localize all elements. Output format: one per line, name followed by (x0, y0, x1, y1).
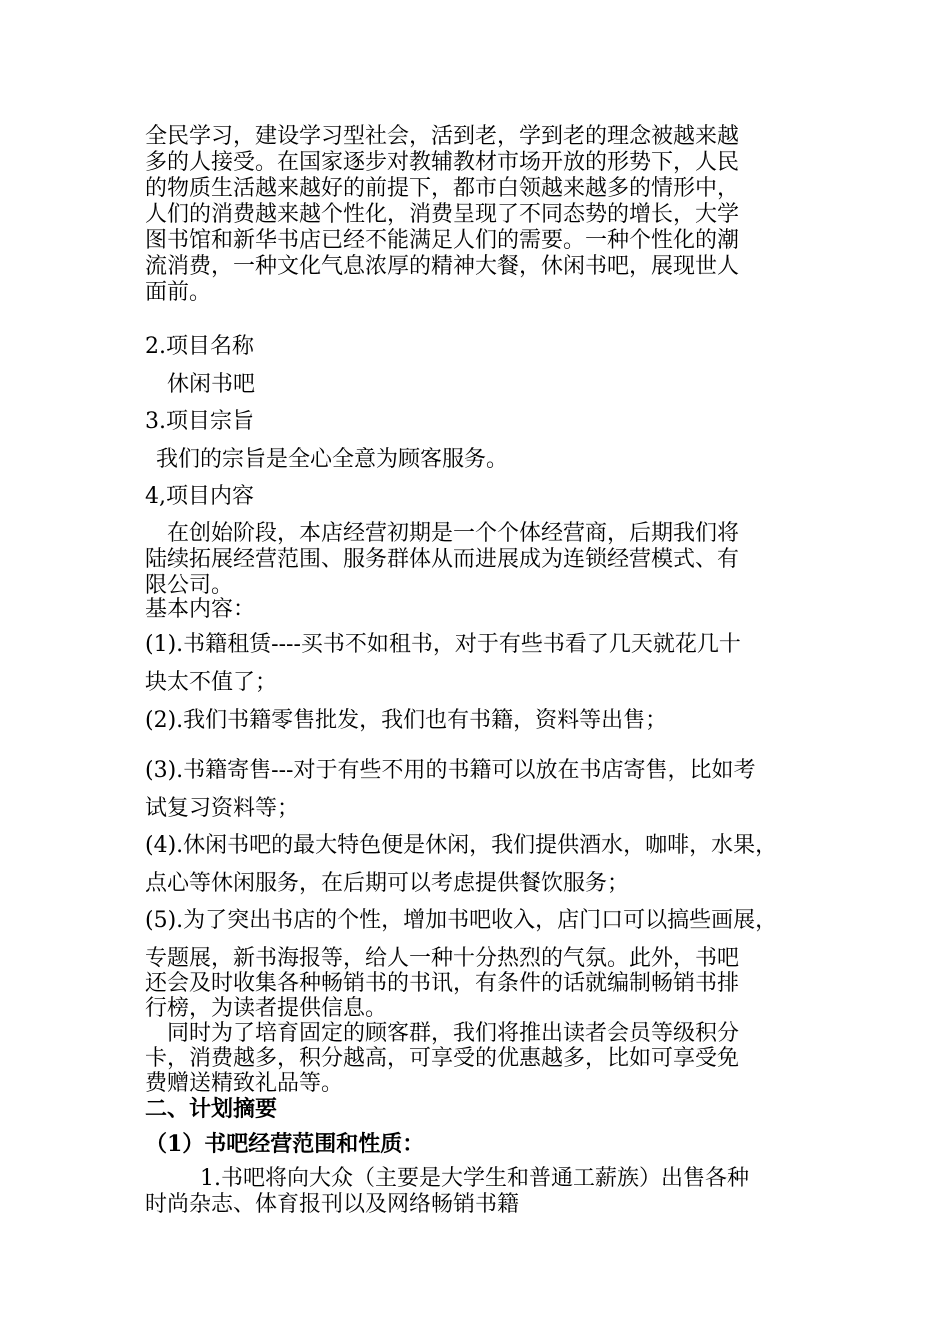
member-para-line: 同时为了培育固定的顾客群，我们将推出读者会员等级积分 (167, 1021, 740, 1046)
list-item: (3).书籍寄售---对于有些不用的书籍可以放在书店寄售，比如考 (145, 758, 756, 783)
list-item: 点心等休闲服务，在后期可以考虑提供餐饮服务； (145, 871, 630, 896)
list-item: 专题展，新书海报等，给人一种十分热烈的气氛。此外，书吧 (145, 946, 740, 971)
content-para-line: 陆续拓展经营范围、服务群体从而进展成为连锁经营模式、有 (145, 547, 740, 572)
intro-line: 面前。 (145, 280, 212, 305)
member-para-line: 卡，消费越多，积分越高，可享受的优惠越多，比如可享受免 (145, 1046, 740, 1071)
summary-subheading: （1）书吧经营范围和性质： (145, 1131, 425, 1157)
project-purpose-value: 我们的宗旨是全心全意为顾客服务。 (156, 447, 509, 472)
intro-line: 多的人接受。在国家逐步对教辅教材市场开放的形势下，人民 (145, 150, 740, 175)
project-purpose-heading: 3.项目宗旨 (145, 409, 254, 434)
intro-line: 的物质生活越来越好的前提下，都市白领越来越多的情形中， (145, 176, 740, 201)
project-name-value: 休闲书吧 (167, 372, 256, 397)
list-item: 试复习资料等； (145, 796, 300, 821)
list-item: 块太不值了； (145, 670, 278, 695)
summary-para-line: 时尚杂志、体育报刊以及网络畅销书籍 (145, 1192, 520, 1217)
member-para-line: 费赠送精致礼品等。 (145, 1071, 344, 1096)
list-item: (2).我们书籍零售批发，我们也有书籍，资料等出售； (145, 708, 668, 733)
list-item: (1).书籍租赁----买书不如租书，对于有些书看了几天就花几十 (145, 632, 741, 657)
basic-content-label: 基本内容： (145, 597, 256, 622)
summary-heading: 二、计划摘要 (145, 1096, 278, 1122)
list-item: 行榜，为读者提供信息。 (145, 996, 388, 1021)
content-para-line: 限公司。 (145, 573, 234, 598)
content-para-line: 在创始阶段，本店经营初期是一个个体经营商，后期我们将 (167, 521, 740, 546)
intro-line: 图书馆和新华书店已经不能满足人们的需要。一种个性化的潮 (145, 228, 740, 253)
summary-para-line: 1.书吧将向大众（主要是大学生和普通工薪族）出售各种 (200, 1166, 749, 1191)
list-item: 还会及时收集各种畅销书的书讯，有条件的话就编制畅销书排 (145, 971, 740, 996)
intro-line: 全民学习，建设学习型社会，活到老，学到老的理念被越来越 (145, 124, 740, 149)
intro-line: 人们的消费越来越个性化，消费呈现了不同态势的增长，大学 (145, 202, 740, 227)
list-item: (4).休闲书吧的最大特色便是休闲，我们提供酒水，咖啡，水果， (145, 833, 778, 858)
intro-line: 流消费，一种文化气息浓厚的精神大餐，休闲书吧，展现世人 (145, 254, 740, 279)
list-item: (5).为了突出书店的个性，增加书吧收入，店门口可以搞些画展， (145, 908, 778, 933)
project-content-heading: 4,项目内容 (145, 484, 254, 509)
project-name-heading: 2.项目名称 (145, 334, 254, 359)
